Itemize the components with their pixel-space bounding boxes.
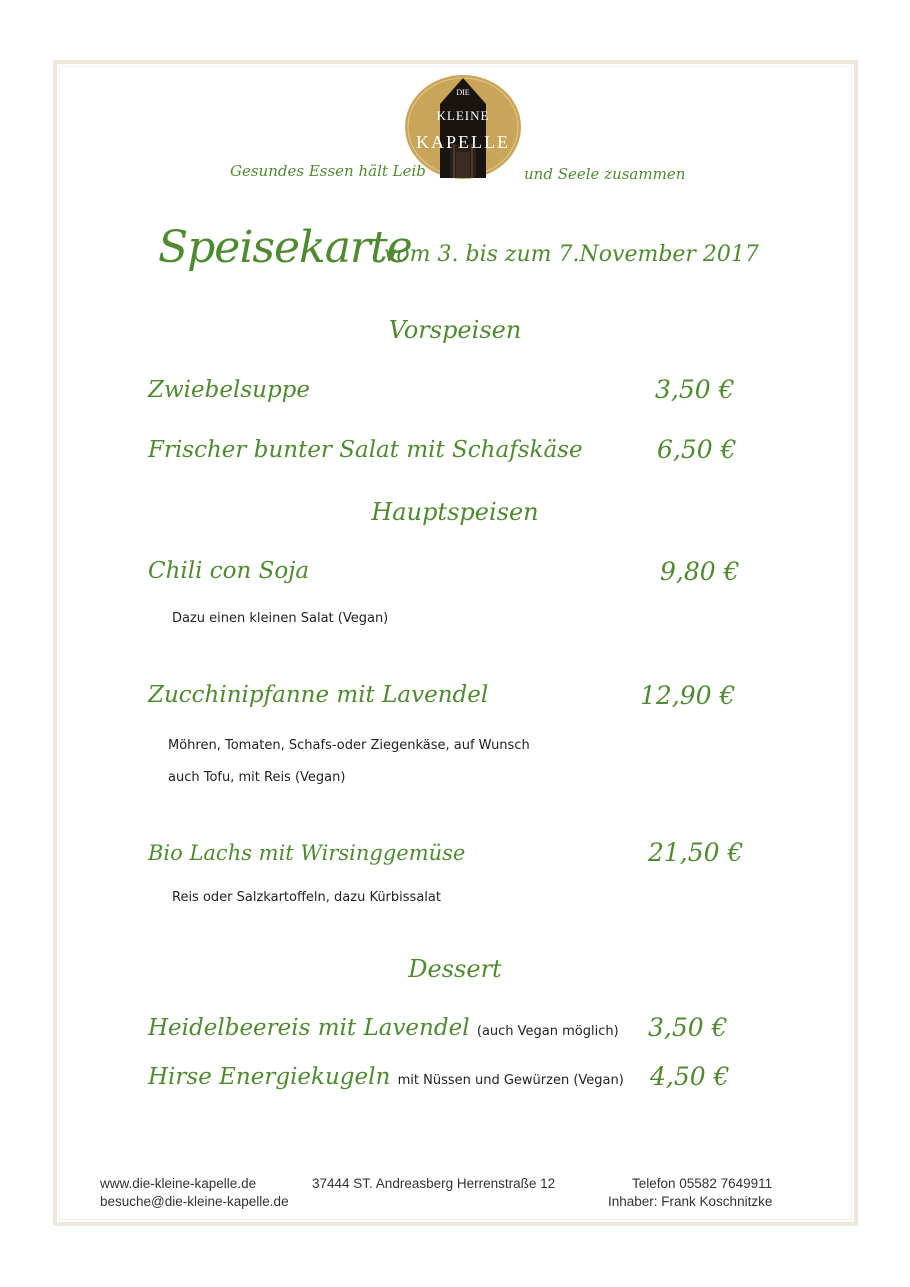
dish-name: Hirse Energiekugeln [148,1064,391,1090]
dish-description: Reis oder Salzkartoffeln, dazu Kürbissalat [172,890,441,905]
dish-name: Chili con Soja [148,558,310,584]
dish-price: 4,50 € [650,1062,730,1091]
dish-name: Frischer bunter Salat mit Schafskäse [148,437,583,463]
dish-name: Heidelbeereis mit Lavendel [148,1015,470,1041]
dish-price: 6,50 € [657,435,737,464]
footer-email: besuche@die-kleine-kapelle.de [100,1194,289,1209]
dish-extra: mit Nüssen und Gewürzen (Vegan) [397,1073,624,1088]
dish-name: Zwiebelsuppe [148,377,310,403]
menu-title: Speisekarte [158,222,412,273]
footer-address: 37444 ST. Andreasberg Herrenstraße 12 [312,1176,556,1191]
dish-description: Dazu einen kleinen Salat (Vegan) [172,611,389,626]
dish-name: Zucchinipfanne mit Lavendel [148,682,489,708]
dish-price: 3,50 € [648,1013,728,1042]
footer-website: www.die-kleine-kapelle.de [100,1176,257,1191]
footer-owner: Inhaber: Frank Koschnitzke [608,1194,773,1209]
dish-price: 9,80 € [660,557,740,586]
section-heading-mains: Hauptspeisen [371,498,539,526]
dessert-item [148,1064,624,1090]
menu-date-range: vom 3. bis zum 7.November 2017 [384,242,759,267]
tagline-right: und Seele zusammen [524,165,686,183]
dish-name: Bio Lachs mit Wirsinggemüse [148,841,466,865]
dish-price: 3,50 € [655,375,735,404]
dish-extra: (auch Vegan möglich) [476,1024,619,1039]
logo-line-kleine: KLEINE [436,108,490,123]
dish-description: auch Tofu, mit Reis (Vegan) [168,770,346,785]
logo-line-kapelle: KAPELLE [416,132,510,152]
dish-price: 21,50 € [648,838,744,867]
logo-line-die: DIE [456,88,470,97]
footer-phone: Telefon 05582 7649911 [632,1176,773,1191]
dish-description: Möhren, Tomaten, Schafs-oder Ziegenkäse, auf Wunsch [168,738,530,753]
tagline-left: Gesundes Essen hält Leib [230,162,426,180]
dish-price: 12,90 € [640,681,736,710]
dessert-item [148,1015,619,1041]
section-heading-dessert: Dessert [408,955,502,983]
section-heading-starters: Vorspeisen [388,316,522,344]
